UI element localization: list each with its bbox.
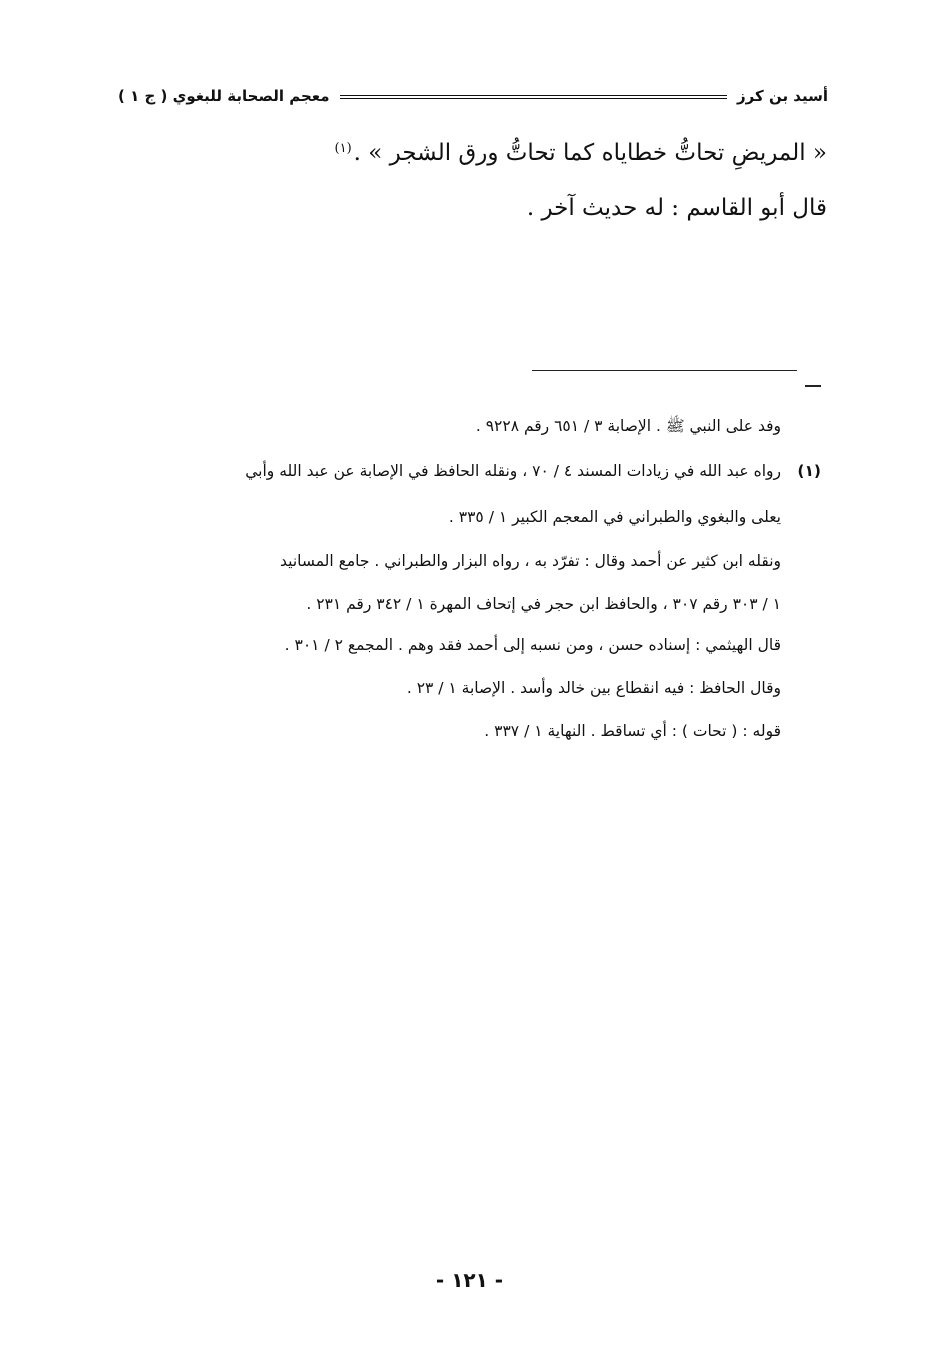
footnote-continued-line: وفد على النبي ﷺ . الإصابة ٣ / ٦٥١ رقم ٩٢٢٨ . [475, 417, 781, 435]
main-text-line-1-text: « المريضِ تحاتُّ خطاياه كما تحاتُّ ورق الشجر » . [353, 140, 827, 166]
book-title: معجم الصحابة للبغوي ( ج ١ ) [118, 87, 330, 105]
footnote-1-line-4: ١ / ٣٠٣ رقم ٣٠٧ ، والحافظ ابن حجر في إتحاف المهرة ١ / ٣٤٢ رقم ٢٣١ . [306, 595, 781, 613]
footnote-continuation-dash [805, 385, 821, 387]
footnote-1-line-2: يعلى والبغوي والطبراني في المعجم الكبير ١ / ٣٣٥ . [448, 508, 781, 526]
footnote-1-line-1-text: رواه عبد الله في زيادات المسند ٤ / ٧٠ ، ونقله الحافظ في الإصابة عن عبد الله وأبي [245, 462, 781, 480]
footnote-1-marker: (١) [797, 462, 821, 480]
footnote-reference: (١) [334, 141, 352, 156]
footnote-1-line-6: وقال الحافظ : فيه انقطاع بين خالد وأسد . الإصابة ١ / ٢٣ . [406, 679, 781, 697]
main-text-line-1 [335, 140, 828, 166]
footnote-1-line-3: ونقله ابن كثير عن أحمد وقال : تفرّد به ، رواه البزار والطبراني . جامع المسانيد [280, 552, 781, 570]
main-text-line-2: قال أبو القاسم : له حديث آخر . [526, 195, 827, 221]
running-header [118, 84, 828, 108]
header-rule [340, 95, 727, 99]
footnote-1-line-7: قوله : ( تحات ) : أي تساقط . النهاية ١ / ٣٣٧ . [484, 722, 781, 740]
footnote-1-line-5: قال الهيثمي : إسناده حسن ، ومن نسبه إلى أحمد فقد وهم . المجمع ٢ / ٣٠١ . [284, 636, 781, 654]
footnote-1-line-1 [245, 462, 821, 480]
footnote-separator [532, 370, 797, 371]
page-number: - ١٢١ - [435, 1268, 504, 1292]
section-title: أسيد بن كرز [737, 87, 828, 105]
